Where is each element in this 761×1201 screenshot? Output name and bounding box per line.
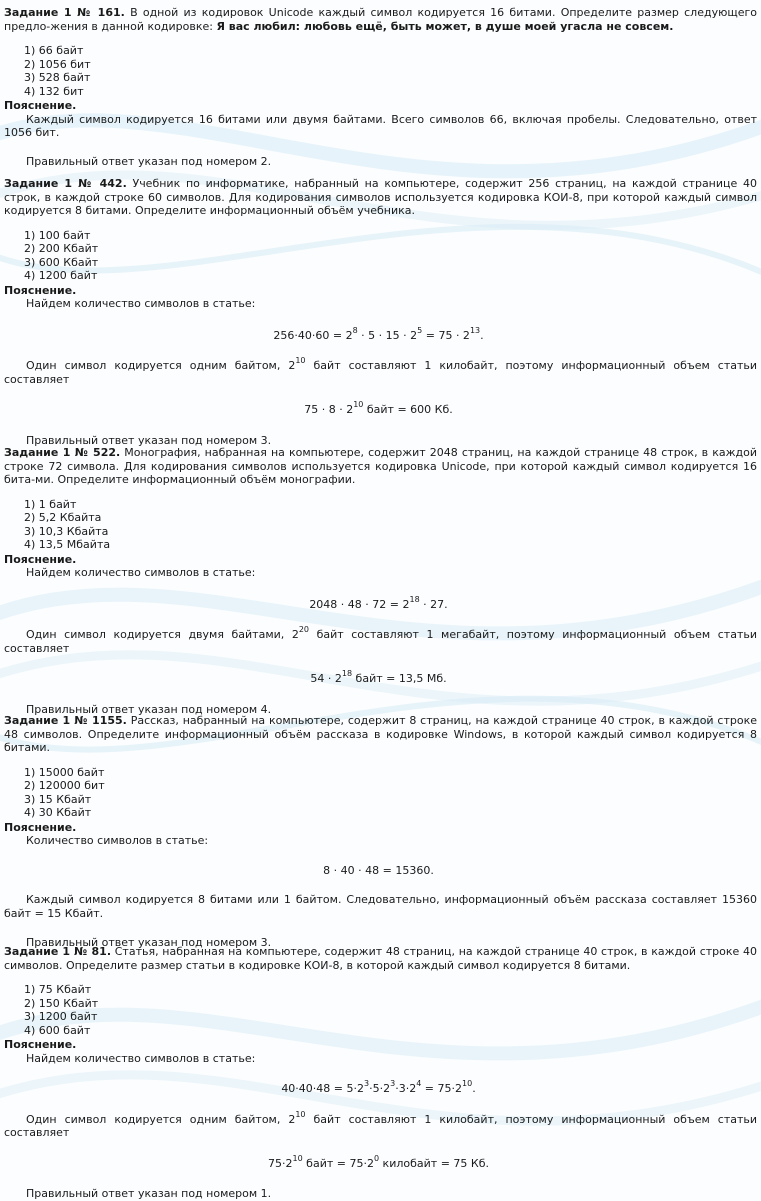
task-title: Задание 1 № 442. bbox=[4, 177, 127, 190]
options-list bbox=[0, 766, 757, 820]
explanation-text: Найдем количество символов в статье: bbox=[26, 566, 256, 579]
option: 4) 600 байт bbox=[24, 1023, 91, 1037]
formula: $40\cdot 40\cdot 48 = 5\cdot 2^3\cdot 5\cdot 2^3\cdot 3\cdot 2^4 = 75\cdot 2^{10}$. bbox=[281, 1079, 476, 1095]
formula: 8 · 40 · 48 = 15360. bbox=[323, 863, 434, 877]
task-title: Задание 1 № 161. bbox=[4, 6, 125, 19]
answer-text: Правильный ответ указан под номером 3. bbox=[26, 936, 272, 949]
option: 4) 132 бит bbox=[24, 84, 84, 98]
explanation-title: Пояснение. bbox=[4, 99, 77, 112]
task-text: Монография, набранная на компьютере, содержит 2048 страниц, на каждой странице 48 строк, в каждой строке 72 символа. Для кодирования символов используется кодировка Unicode, при которой каждый символ кодируется 16 бита-ми. Определите информационный объём монографии. bbox=[4, 446, 757, 486]
option: 1) 1 байт bbox=[24, 497, 77, 511]
options-list bbox=[0, 229, 757, 283]
option: 1) 75 Кбайт bbox=[24, 983, 92, 996]
option: 3) 1200 байт bbox=[24, 1010, 98, 1023]
explanation-title: Пояснение. bbox=[4, 1038, 77, 1051]
explanation-text: Количество символов в статье: bbox=[26, 834, 209, 847]
task-statement bbox=[0, 446, 757, 487]
option: 2) 200 Кбайт bbox=[24, 242, 99, 255]
task-text: Учебник по информатике, набранный на компьютере, содержит 256 страниц, на каждой странице 40 строк, в каждой строке 60 символов. Для кодирования символов используется кодировка КОИ-8, при которой каждый символ кодируется 8 битами. Определите информационный объём учебника. bbox=[4, 177, 758, 217]
answer-text: Правильный ответ указан под номером 1. bbox=[26, 1187, 272, 1200]
task-442 bbox=[0, 177, 757, 447]
explanation-text: Найдем количество символов в статье: bbox=[26, 297, 256, 310]
option: 3) 10,3 Кбайта bbox=[24, 524, 109, 538]
option: 4) 1200 байт bbox=[24, 269, 98, 282]
task-title: Задание 1 № 1155. bbox=[4, 714, 127, 727]
option: 1) 66 байт bbox=[24, 44, 84, 57]
task-text: Статья, набранная на компьютере, содержит 48 страниц, на каждой странице 40 строк, в каждой строке 40 символов. Определите размер статьи в кодировке КОИ-8, в которой каждый символ кодируется 8 битами. bbox=[4, 945, 758, 972]
explanation-text: Каждый символ кодируется 8 битами или 1 байтом. Следовательно, информационный объём рассказа составляет 15360 байт = 15 Кбайт. bbox=[4, 893, 757, 920]
formula: $2048 \cdot 48 \cdot 72 = 2^{18} \cdot 27$. bbox=[309, 594, 448, 611]
explanation-title: Пояснение. bbox=[4, 283, 77, 297]
task-statement bbox=[0, 177, 757, 218]
formula: $54 \cdot 2^{18}$ байт = 13,5 Мб. bbox=[310, 669, 447, 685]
option: 3) 600 Кбайт bbox=[24, 255, 99, 269]
explanation-title: Пояснение. bbox=[4, 820, 77, 834]
answer-text: Правильный ответ указан под номером 4. bbox=[26, 702, 272, 716]
option: 3) 15 Кбайт bbox=[24, 792, 92, 806]
explanation-text: Один символ кодируется одним байтом, $2^{10}$ байт составляют 1 килобайт, поэтому информационный объем статьи составляет bbox=[4, 1109, 758, 1139]
task-81 bbox=[0, 945, 757, 1201]
task-title: Задание 1 № 81. bbox=[4, 945, 112, 958]
task-quote: Я вас любил: любовь ещё, быть может, в душе моей угасла не совсем. bbox=[216, 19, 674, 33]
task-text: Рассказ, набранный на компьютере, содержит 8 страниц, на каждой странице 40 строк, в каждой строке 48 символов. Определите информационный объём рассказа в кодировке Windows, в которой каждый символ кодируется 8 битами. bbox=[4, 714, 757, 754]
option: 2) 1056 бит bbox=[24, 57, 91, 71]
options-list bbox=[0, 498, 757, 552]
option: 2) 120000 бит bbox=[24, 779, 105, 792]
option: 3) 528 байт bbox=[24, 71, 91, 84]
task-statement bbox=[0, 714, 757, 755]
formula: $75\cdot 2^{10}$ байт = $75\cdot 2^0$ килобайт = 75 Кб. bbox=[268, 1153, 489, 1170]
explanation-text: Найдем количество символов в статье: bbox=[26, 1051, 256, 1065]
task-1155 bbox=[0, 714, 757, 950]
options-list bbox=[0, 44, 757, 98]
explanation-text: Каждый символ кодируется 16 битами или двумя байтами. Всего символов 66, включая пробелы. Следовательно, ответ 1056 бит. bbox=[4, 112, 757, 139]
task-statement bbox=[0, 945, 757, 972]
formula: $75 \cdot 8 \cdot 2^{10}$ байт = 600 Кб. bbox=[304, 400, 453, 416]
explanation-text: Один символ кодируется двумя байтами, $2^{20}$ байт составляют 1 мегабайт, поэтому информационный объем статьи составляет bbox=[4, 625, 757, 655]
option: 2) 5,2 Кбайта bbox=[24, 511, 102, 524]
option: 1) 100 байт bbox=[24, 228, 91, 242]
option: 2) 150 Кбайт bbox=[24, 996, 99, 1010]
task-522 bbox=[0, 446, 757, 716]
explanation-text: Один символ кодируется одним байтом, $2^{10}$ байт составляют 1 килобайт, поэтому информационный объем статьи составляет bbox=[4, 356, 758, 386]
task-title: Задание 1 № 522. bbox=[4, 446, 121, 459]
task-statement bbox=[0, 6, 757, 33]
explanation-title: Пояснение. bbox=[4, 552, 77, 566]
formula: $256\cdot 40\cdot 60 = 2^8 \cdot 5 \cdot 15 \cdot 2^5 = 75 \cdot 2^{13}$. bbox=[273, 325, 484, 342]
answer-text: Правильный ответ указан под номером 3. bbox=[26, 433, 272, 447]
option: 4) 13,5 Мбайта bbox=[24, 538, 111, 551]
option: 4) 30 Кбайт bbox=[24, 806, 92, 819]
option: 1) 15000 байт bbox=[24, 765, 105, 779]
task-161 bbox=[0, 6, 757, 168]
options-list bbox=[0, 983, 757, 1037]
answer-text: Правильный ответ указан под номером 2. bbox=[26, 154, 272, 168]
task-text: В одной из кодировок Unicode каждый символ кодируется 16 битами. Определите размер следующего предло-жения в данной кодировке: bbox=[4, 6, 757, 33]
